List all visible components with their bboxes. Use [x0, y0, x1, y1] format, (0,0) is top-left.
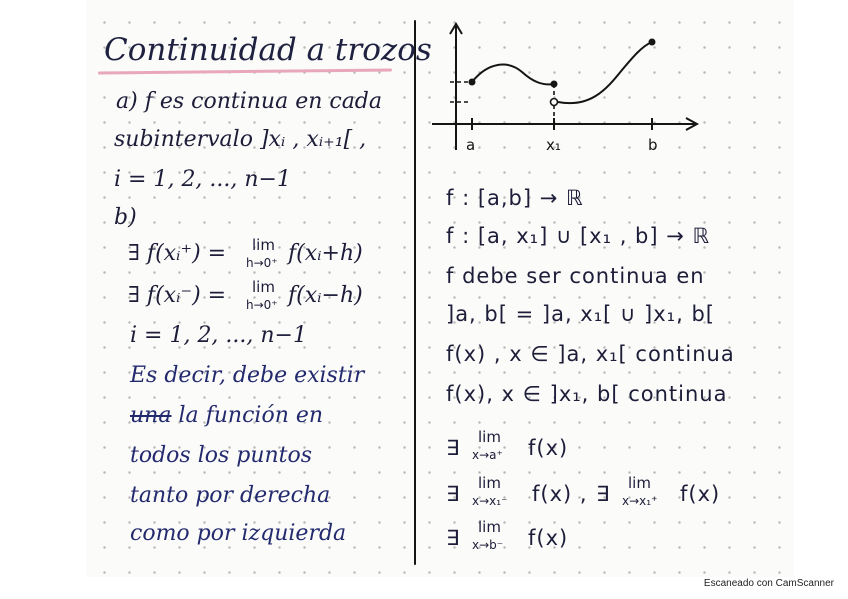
- curve-piece-1: [472, 65, 554, 85]
- limit-function: f(x): [680, 482, 721, 506]
- lim-subscript: x→b⁻: [472, 538, 504, 552]
- lim-word: lim: [252, 278, 275, 296]
- exists-symbol: ∃: [446, 482, 461, 506]
- lim-word: lim: [628, 474, 651, 492]
- right-limit-lhs: ∃ f(xᵢ⁺) =: [128, 241, 227, 266]
- index-range: i = 1, 2, ..., n−1: [130, 323, 307, 348]
- continuity-piece-1: f(x) , x ∈ ]a, x₁[ continua: [446, 342, 735, 366]
- right-limit-rhs: f(xᵢ+h): [288, 241, 363, 266]
- lim-subscript: x→a⁺: [472, 448, 503, 462]
- tick-label-x1: x₁: [546, 136, 561, 154]
- prose-line-2-rest: la función en: [178, 403, 324, 428]
- limit-function: f(x): [528, 436, 569, 460]
- curve-piece-2: [558, 42, 652, 103]
- left-limit-lhs: ∃ f(xᵢ⁻) =: [128, 283, 227, 308]
- struck-word: una: [130, 403, 172, 428]
- prose-line-3: todos los puntos: [130, 443, 313, 468]
- prose-line-4: tanto por derecha: [130, 483, 331, 508]
- closed-point-x1-left: [551, 81, 558, 88]
- lim-word: lim: [478, 428, 501, 446]
- interval-union: ]a, b[ = ]a, x₁[ ∪ ]x₁, b[: [446, 302, 715, 326]
- domain-line-1: f : [a,b] → ℝ: [446, 186, 584, 210]
- prose-line-1: Es decir, debe existir: [130, 363, 365, 388]
- lim-word: lim: [478, 474, 501, 492]
- tick-label-a: a: [466, 136, 476, 154]
- continuity-statement: f debe ser continua en: [446, 264, 705, 288]
- exists-symbol: ∃: [446, 436, 461, 460]
- exists-symbol: ∃: [596, 482, 611, 506]
- condition-a-line-1: a) f es continua en cada: [116, 89, 383, 114]
- condition-a-line-2: subintervalo ]xᵢ , xᵢ₊₁[ ,: [114, 127, 367, 152]
- piecewise-function-graph: [420, 18, 710, 160]
- continuity-piece-2: f(x), x ∈ ]x₁, b[ continua: [446, 382, 728, 406]
- column-divider: [414, 20, 416, 565]
- lim-word: lim: [252, 236, 275, 254]
- left-limit-expression: [128, 278, 378, 318]
- limit-at-a: [446, 428, 646, 468]
- tick-label-b: b: [648, 136, 658, 154]
- lim-subscript: h→0⁺: [246, 256, 278, 270]
- lim-subscript: h→0⁺: [246, 298, 278, 312]
- limit-at-b: [446, 518, 646, 558]
- left-limit-rhs: f(xᵢ−h): [288, 283, 363, 308]
- scanner-watermark: Escaneado con CamScanner: [703, 578, 834, 589]
- limits-at-x1: [446, 474, 746, 514]
- closed-point-a: [469, 79, 476, 86]
- right-limit-expression: [128, 236, 378, 276]
- exists-symbol: ∃: [446, 526, 461, 550]
- lim-subscript: x→x₁⁻: [472, 494, 508, 508]
- lim-word: lim: [478, 518, 501, 536]
- prose-line-5: como por izquierda: [130, 521, 347, 546]
- domain-line-2: f : [a, x₁] ∪ [x₁ , b] → ℝ: [446, 224, 711, 248]
- limit-function: f(x): [528, 526, 569, 550]
- open-point-x1-right: [551, 99, 558, 106]
- condition-b-label: b): [114, 205, 137, 230]
- prose-line-2: [130, 402, 323, 430]
- page-title: Continuidad a trozos: [104, 32, 432, 68]
- limit-function: f(x) ,: [532, 482, 588, 506]
- lim-subscript: x→x₁⁺: [622, 494, 658, 508]
- closed-point-b: [649, 39, 656, 46]
- condition-a-line-3: i = 1, 2, ..., n−1: [114, 167, 291, 192]
